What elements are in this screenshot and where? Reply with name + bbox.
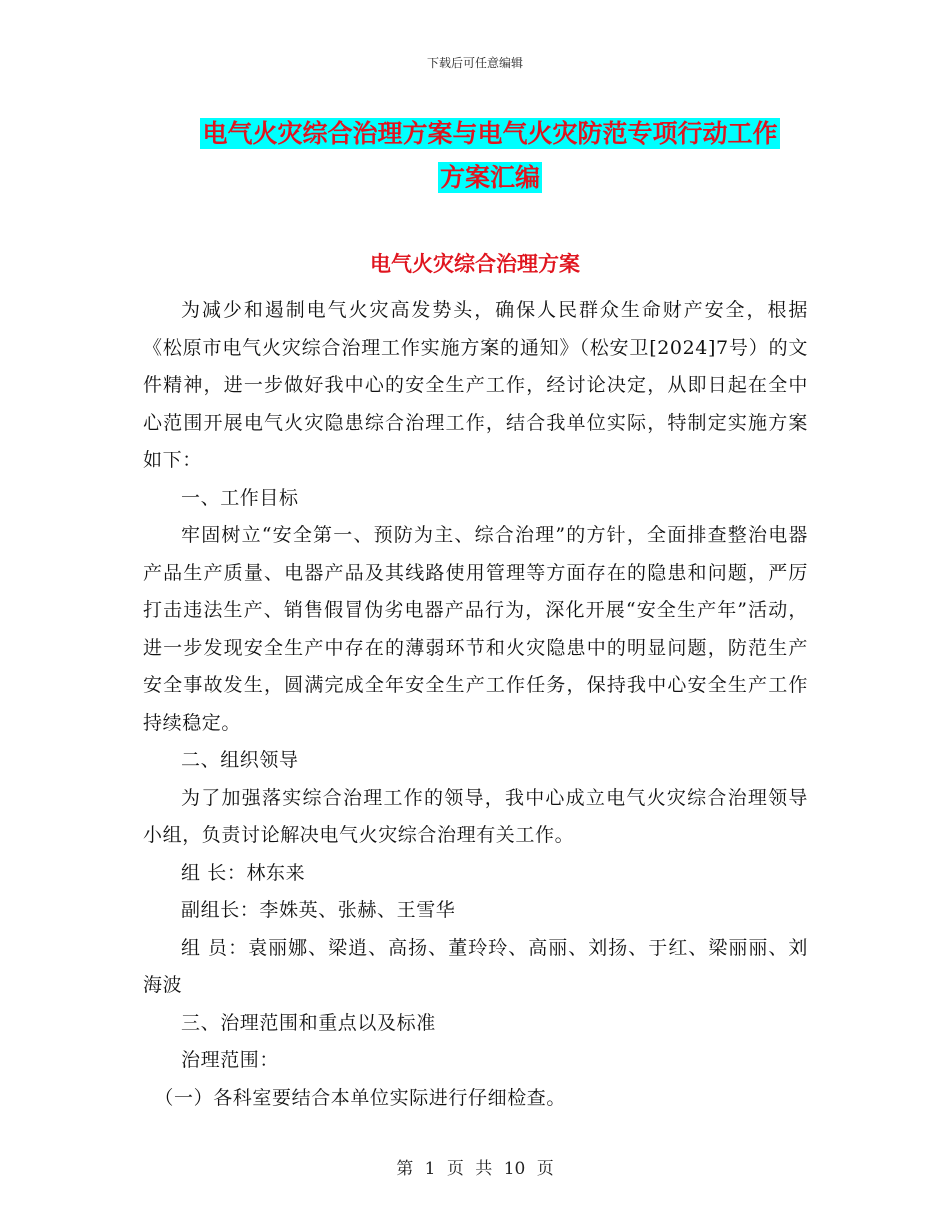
heading-organization: 二、组织领导 <box>181 749 299 771</box>
group-members: 组 员：袁丽娜、梁逍、高扬、董玲玲、高丽、刘扬、于红、梁丽丽、刘海波 <box>143 936 808 996</box>
group-leader: 组 长：林东来 <box>181 861 306 884</box>
work-goal-paragraph: 牢固树立“安全第一、预防为主、综合治理”的方针，全面排查整治电器产品生产质量、电器产品及其线路使用管理等方面存在的隐患和问题，严厉打击违法生产、销售假冒伪劣电器产品行为，深化开展“安全生产年”活动，进一步发现安全生产中存在的薄弱环节和火灾隐患中的明显问题，防范生产安全事故发生，圆满完成全年安全生产工作任务，保持我中心安全生产工作持续稳定。 <box>143 524 808 734</box>
document-title-line-1: 电气火灾综合治理方案与电气火灾防范专项行动工作 <box>202 119 778 148</box>
body-text <box>143 292 808 1117</box>
scope-item-1: （一）各科室要结合本单位实际进行仔细检查。 <box>154 1086 566 1109</box>
document-title-line-2: 方案汇编 <box>439 163 540 192</box>
organization-paragraph: 为了加强落实综合治理工作的领导，我中心成立电气火灾综合治理领导小组，负责讨论解决电气火灾综合治理有关工作。 <box>143 786 808 846</box>
heading-scope: 三、治理范围和重点以及标准 <box>181 1011 436 1034</box>
intro-paragraph: 为减少和遏制电气火灾高发势头，确保人民群众生命财产安全，根据《松原市电气火灾综合治理工作实施方案的通知》（松安卫[2024]7号）的文件精神，进一步做好我中心的安全生产工作，经讨论决定，从即日起在全中心范围开展电气火灾隐患综合治理工作，结合我单位实际，特制定实施方案如下： <box>143 299 808 471</box>
heading-work-goal: 一、工作目标 <box>181 486 299 509</box>
deputy-leaders: 副组长：李姝英、张赫、王雪华 <box>181 899 456 921</box>
page-footer: 第 1 页 共 10 页 <box>396 1159 554 1179</box>
header-note: 下载后可任意编辑 <box>426 56 523 70</box>
section-title: 电气火灾综合治理方案 <box>370 252 580 276</box>
scope-label: 治理范围： <box>181 1049 280 1071</box>
document-title <box>140 112 840 200</box>
